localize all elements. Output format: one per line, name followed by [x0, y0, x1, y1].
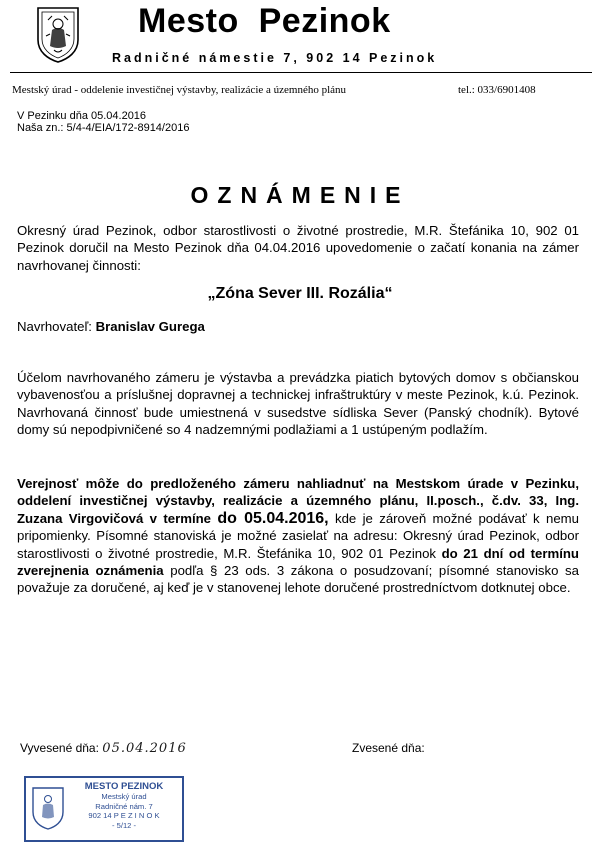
phone-number: tel.: 033/6901408	[458, 84, 536, 96]
notice-bold-part: Verejnosť môže do predloženého zámeru nahliadnuť na Mestskom úrade v Pezinku, oddelení investičnej výstavby, realizácie a územného plánu, II.posch., č.dv. 33, Ing. Zuzana Virgovičová v termíne	[17, 476, 579, 526]
stamp-line-1: MESTO PEZINOK	[84, 781, 164, 792]
stamp-line-3: Radničné nám. 7	[95, 801, 153, 811]
coat-of-arms-icon	[36, 6, 80, 64]
notice-text-part2: podľa § 23 ods. 3 zákona o posudzovaní; písomné stanovisko sa považuje za doručené, aj keď je v stanovenej lehote doručené prostredníctvom dotknutej obce.	[17, 563, 579, 596]
proposer-name: Branislav Gurega	[95, 319, 205, 334]
notice-deadline: do 05.04.2016,	[217, 509, 329, 527]
document-meta	[17, 110, 189, 134]
removed-label: Zvesené dňa:	[352, 741, 425, 755]
town-name: Mesto Pezinok	[138, 2, 391, 40]
official-stamp	[24, 776, 184, 842]
stamp-line-5: - 5/12 -	[111, 820, 137, 830]
header-divider	[10, 72, 592, 73]
stamp-crest-icon	[31, 786, 65, 831]
reference-number: Naša zn.: 5/4-4/EIA/172-8914/2016	[17, 122, 190, 134]
removed-line	[352, 741, 425, 755]
stamp-line-4: 902 14 P E Z I N O K	[88, 811, 160, 821]
proposer-label: Navrhovateľ:	[17, 319, 92, 334]
proposer-line	[17, 319, 205, 334]
stamp-text	[68, 781, 180, 830]
document-title: OZNÁMENIE	[190, 182, 410, 208]
purpose-paragraph: Účelom navrhovaného zámeru je výstavba a prevádzka piatich bytových domov s občianskou vybavenosťou a príslušnej dopravnej a technickej infraštruktúry v meste Pezinok, k.ú. Pezinok. Navrhovaná činnosť bude umiestnená v susedstve sídliska Sever (Panský chodník). Bytové domy sú nepodpivničené so 4 nadzemnými podlažiami a 1 ustúpeným podlažím.	[17, 370, 579, 438]
posted-date-handwritten: 05.04.2016	[102, 741, 187, 756]
posted-line	[20, 741, 187, 756]
posted-label: Vyvesené dňa:	[20, 741, 99, 755]
notice-text-part1: kde je zároveň možné podávať k nemu pripomienky. Písomné stanoviská je možné zasielať na adresu: Okresný úrad Pezinok, odbor starostlivosti o životné prostredie, M.R. Štefánika 10, 902 01 Pezinok	[17, 510, 579, 561]
town-address: Radničné námestie 7, 902 14 Pezinok	[112, 51, 438, 65]
document-date: V Pezinku dňa 05.04.2016	[17, 110, 147, 122]
notice-bold-term: do 21 dní od termínu zverejnenia oznámenia	[17, 545, 579, 579]
stamp-line-2: Mestský úrad	[101, 792, 147, 801]
public-notice-paragraph	[17, 475, 579, 597]
department-name: Mestský úrad - oddelenie investičnej výstavby, realizácie a územného plánu	[12, 84, 347, 96]
intro-paragraph: Okresný úrad Pezinok, odbor starostlivosti o životné prostredie, M.R. Štefánika 10, 902 01 Pezinok doručil na Mesto Pezinok dňa 04.04.2016 upovedomenie o začatí konania na zámer navrhovanej činnosti:	[17, 223, 579, 273]
project-name: „Zóna Sever III. Rozália“	[207, 285, 393, 302]
